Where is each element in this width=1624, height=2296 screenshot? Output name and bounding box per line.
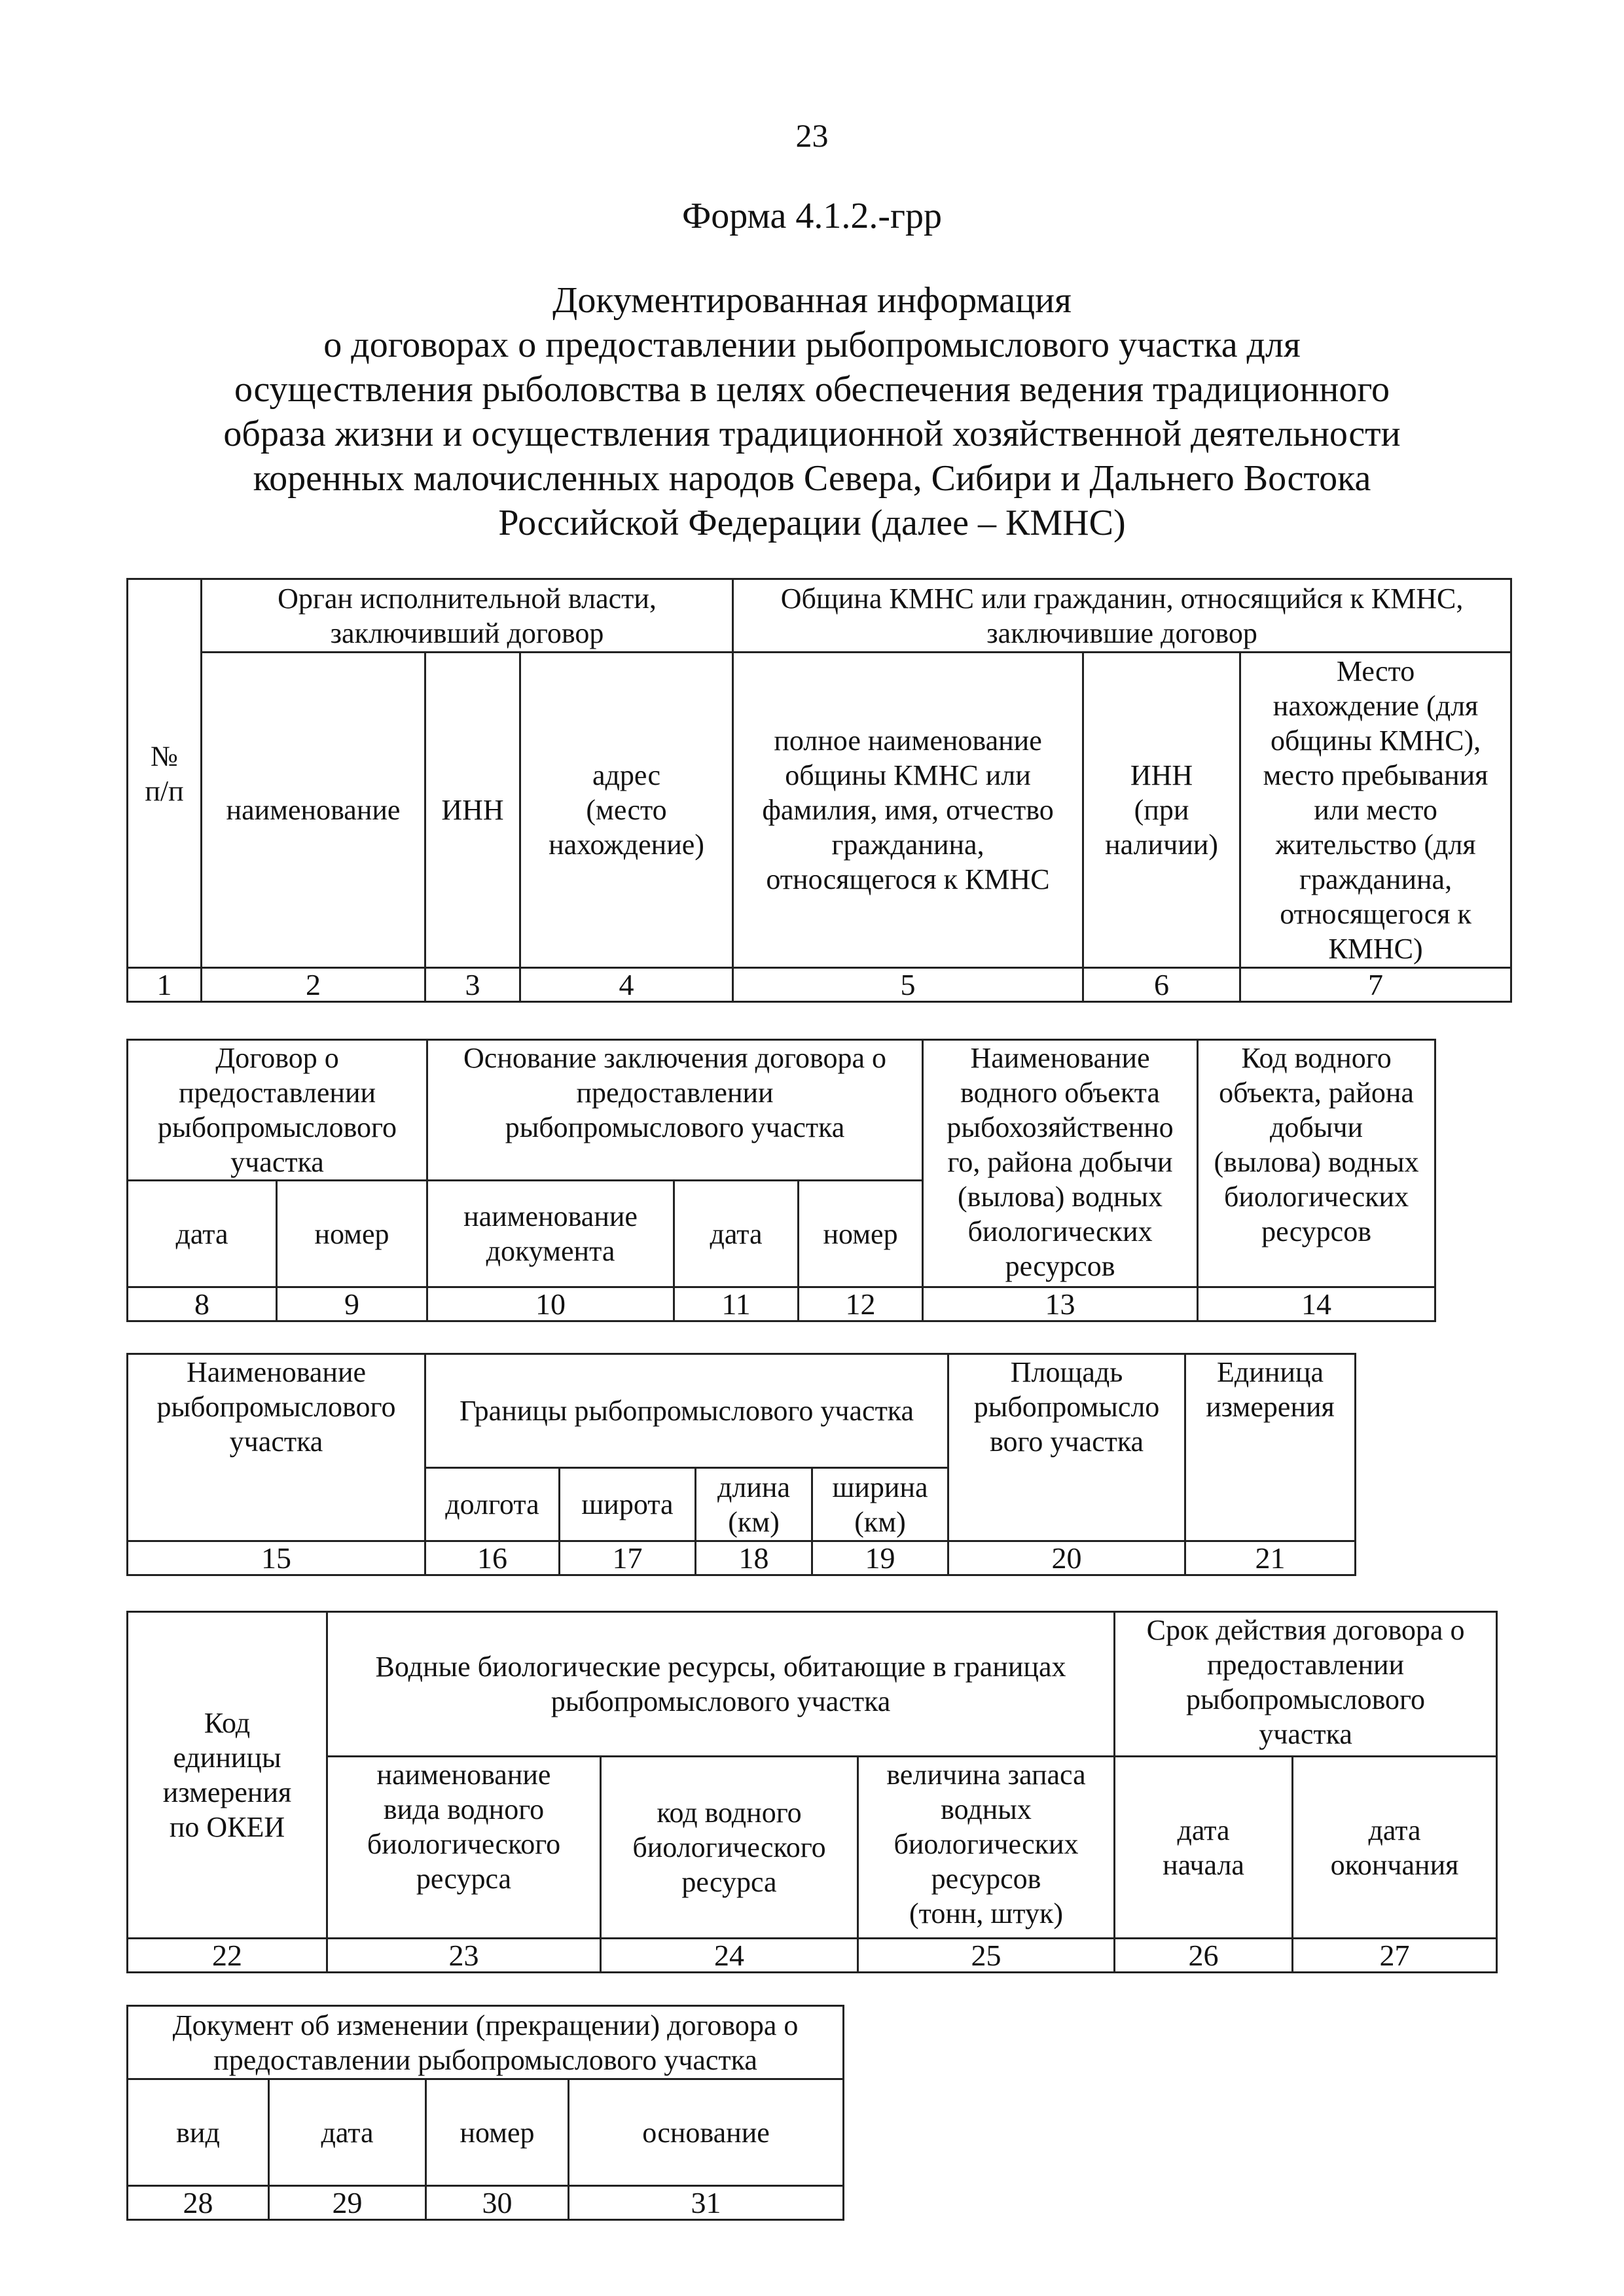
header-inn xyxy=(425,653,520,968)
column-number: 7 xyxy=(1240,968,1511,1002)
document-heading xyxy=(0,278,1624,545)
header-text-line: участка xyxy=(229,1426,323,1458)
column-number: 16 xyxy=(425,1541,560,1575)
header-water-object-code xyxy=(1198,1040,1435,1287)
header-text-line: Документ об изменении (прекращении) договора о xyxy=(172,2009,799,2041)
page-number: 23 xyxy=(795,117,829,154)
header-number xyxy=(799,1181,923,1287)
column-number: 2 xyxy=(202,968,425,1002)
header-text-line: адрес xyxy=(592,759,661,791)
header-text-line: Наименование xyxy=(186,1356,367,1388)
header-text-line: № xyxy=(151,740,178,772)
header-text-line: рыбопромыслового xyxy=(1186,1683,1426,1715)
header-np xyxy=(128,579,202,968)
column-number: 24 xyxy=(601,1939,858,1973)
header-name xyxy=(202,653,425,968)
header-text-line: по ОКЕИ xyxy=(169,1811,285,1843)
header-longitude xyxy=(425,1468,560,1541)
header-text-line: жительство (для xyxy=(1275,829,1476,861)
header-text-line: ИНН xyxy=(441,794,504,826)
header-text-line: Основание заключения договора о xyxy=(463,1042,887,1074)
heading-line: образа жизни и осуществления традиционной хозяйственной деятельности xyxy=(223,414,1401,454)
header-text-line: Наименование xyxy=(970,1042,1150,1074)
header-text-line: (км) xyxy=(728,1505,780,1538)
header-text-line: рыбопромыслового xyxy=(158,1111,397,1143)
header-text-line: место пребывания xyxy=(1263,759,1489,791)
header-text-line: вида водного xyxy=(383,1793,545,1825)
header-text-line: гражданина, xyxy=(831,829,984,861)
header-text-line: рыбопромыслового участка xyxy=(505,1111,845,1143)
header-text-line: ИНН xyxy=(1130,759,1193,791)
header-text-line: КМНС) xyxy=(1328,933,1423,965)
header-text-line: начала xyxy=(1163,1848,1244,1881)
header-text-line: документа xyxy=(486,1235,615,1267)
column-number: 31 xyxy=(569,2186,844,2220)
header-text-line: участка xyxy=(230,1146,324,1178)
header-text-line: биологического xyxy=(632,1831,826,1863)
header-date xyxy=(128,1181,277,1287)
header-text-line: Община КМНС или гражданин, относящийся к КМНС, xyxy=(780,582,1464,615)
header-text-line: (км) xyxy=(854,1505,906,1538)
header-text-line: долгота xyxy=(445,1488,539,1520)
heading-line: Российской Федерации (далее – КМНС) xyxy=(498,503,1126,543)
header-type xyxy=(128,2079,269,2186)
heading-line: коренных малочисленных народов Севера, Сибири и Дальнего Востока xyxy=(253,458,1371,499)
header-text-line: основание xyxy=(642,2116,770,2149)
header-resources xyxy=(327,1612,1115,1757)
column-number: 1 xyxy=(128,968,202,1002)
column-number: 5 xyxy=(733,968,1083,1002)
header-text-line: фамилия, имя, отчество xyxy=(762,794,1054,826)
heading-line: осуществления рыболовства в целях обеспечения ведения традиционного xyxy=(234,369,1390,410)
header-text-line: добычи xyxy=(1270,1111,1363,1143)
column-number: 19 xyxy=(812,1541,948,1575)
header-width xyxy=(812,1468,948,1541)
header-text-line: (вылова) водных xyxy=(1214,1146,1419,1178)
header-text-line: Водные биологические ресурсы, обитающие в границах xyxy=(375,1651,1066,1683)
column-number: 23 xyxy=(327,1939,601,1973)
header-text-line: (вылова) водных xyxy=(958,1181,1163,1213)
header-basis xyxy=(427,1040,923,1181)
header-contract xyxy=(128,1040,427,1181)
header-text-line: ресурса xyxy=(681,1866,777,1898)
column-number: 26 xyxy=(1115,1939,1293,1973)
header-end-date xyxy=(1293,1757,1497,1939)
header-authority xyxy=(202,579,733,653)
column-number: 27 xyxy=(1293,1939,1497,1973)
header-unit xyxy=(1185,1354,1356,1541)
header-start-date xyxy=(1115,1757,1293,1939)
header-text-line: объекта, района xyxy=(1219,1077,1414,1109)
header-text-line: вого участка xyxy=(989,1426,1144,1458)
header-text-line: предоставлении xyxy=(576,1077,774,1109)
header-text-line: окончания xyxy=(1330,1848,1459,1881)
header-text-line: рыбопромысло xyxy=(973,1391,1160,1423)
header-text-line: Границы рыбопромыслового участка xyxy=(460,1395,914,1427)
header-text-line: номер xyxy=(823,1217,898,1250)
header-text-line: номер xyxy=(314,1217,389,1250)
heading-line: о договорах о предоставлении рыбопромыслового участка для xyxy=(323,325,1301,365)
header-text-line: измерения xyxy=(1206,1391,1335,1423)
column-number: 9 xyxy=(277,1287,427,1321)
header-text-line: Договор о xyxy=(215,1042,339,1074)
header-text-line: гражданина, xyxy=(1299,863,1453,895)
column-number: 18 xyxy=(696,1541,812,1575)
header-text-line: го, района добычи xyxy=(947,1146,1173,1178)
header-stock xyxy=(858,1757,1115,1939)
table-site-info xyxy=(126,1353,1356,1576)
header-text-line: нахождение) xyxy=(549,829,704,861)
column-number: 29 xyxy=(269,2186,426,2220)
header-inn-optional xyxy=(1083,653,1240,968)
header-resource-code xyxy=(601,1757,858,1939)
column-number: 30 xyxy=(426,2186,569,2220)
header-text-line: дата xyxy=(1368,1814,1421,1846)
column-number: 17 xyxy=(560,1541,696,1575)
column-number: 4 xyxy=(520,968,733,1002)
header-fullname xyxy=(733,653,1083,968)
header-text-line: рыбопромыслового xyxy=(156,1391,396,1423)
header-term xyxy=(1115,1612,1497,1757)
header-text-line: наличии) xyxy=(1105,829,1218,861)
header-number xyxy=(277,1181,427,1287)
table-contract-info xyxy=(126,1039,1436,1322)
header-text-line: или место xyxy=(1314,794,1437,826)
table-change-document xyxy=(126,2005,844,2221)
header-text-line: ресурса xyxy=(416,1863,512,1895)
column-number: 6 xyxy=(1083,968,1240,1002)
column-number: 12 xyxy=(799,1287,923,1321)
header-text-line: рыбопромыслового участка xyxy=(550,1685,891,1717)
header-species-name xyxy=(327,1757,601,1939)
column-number: 14 xyxy=(1198,1287,1435,1321)
header-text-line: относящегося к КМНС xyxy=(766,863,1050,895)
header-length xyxy=(696,1468,812,1541)
header-bounds xyxy=(425,1354,948,1468)
header-basis xyxy=(569,2079,844,2186)
header-date xyxy=(674,1181,799,1287)
form-title: Форма 4.1.2.-грр xyxy=(682,196,942,236)
header-text-line: относящегося к xyxy=(1280,898,1471,930)
column-number: 20 xyxy=(948,1541,1185,1575)
column-number: 13 xyxy=(923,1287,1198,1321)
header-text-line: дата xyxy=(321,2116,374,2149)
header-community xyxy=(733,579,1511,653)
column-number: 10 xyxy=(427,1287,674,1321)
header-text-line: (место xyxy=(586,794,667,826)
column-number: 25 xyxy=(858,1939,1115,1973)
table-resources-info xyxy=(126,1611,1498,1973)
header-text-line: широта xyxy=(581,1488,674,1520)
header-number xyxy=(426,2079,569,2186)
header-text-line: измерения xyxy=(162,1776,292,1808)
header-text-line: биологических xyxy=(893,1828,1079,1860)
header-text-line: общины КМНС или xyxy=(785,759,1031,791)
header-text-line: нахождение (для xyxy=(1272,690,1479,722)
header-text-line: длина xyxy=(717,1471,790,1503)
header-text-line: заключивший договор xyxy=(330,617,604,649)
column-number: 28 xyxy=(128,2186,269,2220)
header-text-line: вид xyxy=(176,2116,220,2149)
column-number: 11 xyxy=(674,1287,799,1321)
column-number: 3 xyxy=(425,968,520,1002)
header-text-line: биологических xyxy=(1223,1181,1409,1213)
header-text-line: биологических xyxy=(967,1215,1153,1247)
heading-line: Документированная информация xyxy=(552,280,1072,321)
header-date xyxy=(269,2079,426,2186)
header-text-line: заключившие договор xyxy=(986,617,1257,649)
header-text-line: код водного xyxy=(657,1797,802,1829)
header-text-line: Место xyxy=(1336,655,1415,687)
header-text-line: предоставлении xyxy=(1206,1649,1405,1681)
header-text-line: ресурсов xyxy=(1261,1215,1371,1247)
header-area xyxy=(948,1354,1185,1541)
header-text-line: водного объекта xyxy=(960,1077,1160,1109)
header-text-line: Площадь xyxy=(1010,1356,1123,1388)
header-text-line: ресурсов xyxy=(931,1863,1041,1895)
header-text-line: дата xyxy=(1177,1814,1230,1846)
header-address xyxy=(520,653,733,968)
column-number: 21 xyxy=(1185,1541,1356,1575)
header-text-line: (при xyxy=(1134,794,1189,826)
header-text-line: предоставлении рыбопромыслового участка xyxy=(213,2043,757,2076)
header-text-line: номер xyxy=(460,2116,535,2149)
header-text-line: Орган исполнительной власти, xyxy=(278,582,657,615)
header-text-line: Код водного xyxy=(1241,1042,1392,1074)
header-water-object-name xyxy=(923,1040,1198,1287)
header-text-line: рыбохозяйственно xyxy=(947,1111,1174,1143)
header-document-name xyxy=(427,1181,674,1287)
header-text-line: участка xyxy=(1259,1718,1352,1750)
header-text-line: дата xyxy=(175,1217,228,1250)
header-text-line: Единица xyxy=(1217,1356,1324,1388)
header-unit-code xyxy=(128,1612,327,1939)
header-text-line: биологического xyxy=(367,1828,561,1860)
column-number: 8 xyxy=(128,1287,277,1321)
header-text-line: величина запаса xyxy=(886,1759,1086,1791)
column-number: 22 xyxy=(128,1939,327,1973)
header-text-line: полное наименование xyxy=(774,725,1042,757)
header-text-line: водных xyxy=(941,1793,1032,1825)
header-text-line: дата xyxy=(710,1217,763,1250)
header-text-line: наименование xyxy=(376,1759,551,1791)
header-text-line: предоставлении xyxy=(178,1077,376,1109)
header-location xyxy=(1240,653,1511,968)
header-text-line: наименование xyxy=(463,1200,638,1232)
header-site-name xyxy=(128,1354,425,1541)
header-text-line: Срок действия договора о xyxy=(1146,1614,1465,1646)
header-text-line: общины КМНС), xyxy=(1270,725,1481,757)
header-text-line: ширина xyxy=(832,1471,928,1503)
column-number: 15 xyxy=(128,1541,425,1575)
header-change-document xyxy=(128,2006,844,2079)
header-text-line: ресурсов xyxy=(1005,1250,1115,1282)
table-party-info xyxy=(126,578,1512,1003)
header-text-line: наименование xyxy=(226,794,401,826)
header-text-line: п/п xyxy=(145,774,184,807)
header-latitude xyxy=(560,1468,696,1541)
header-text-line: Код xyxy=(204,1707,251,1739)
header-text-line: (тонн, штук) xyxy=(909,1897,1063,1929)
header-text-line: единицы xyxy=(173,1742,281,1774)
